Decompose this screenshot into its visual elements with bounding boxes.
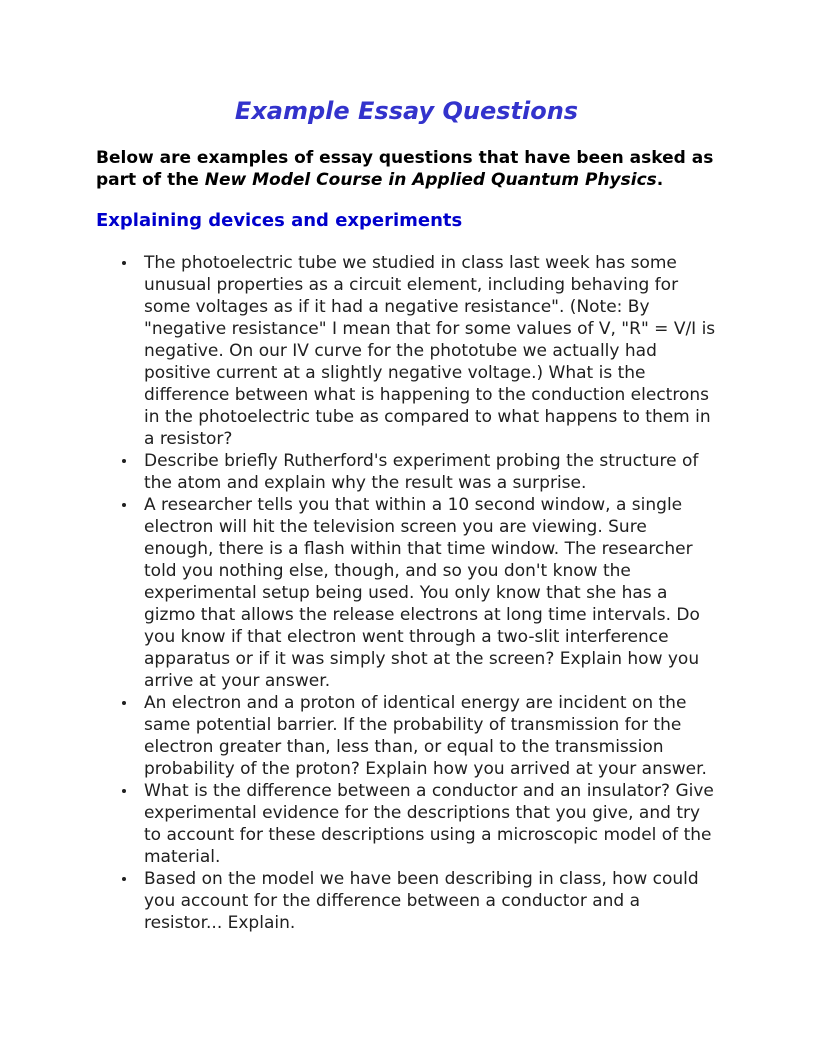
bullet-icon bbox=[122, 701, 126, 705]
question-text: What is the difference between a conductor and an insulator? Give experimental evidence for the descriptions that you give, and try to account for these descriptions using a microscopic model of the material. bbox=[144, 781, 714, 867]
course-name: New Model Course in Applied Quantum Physics bbox=[204, 170, 657, 190]
bullet-icon bbox=[122, 261, 126, 265]
list-item bbox=[122, 450, 717, 494]
question-list bbox=[96, 252, 717, 934]
section-heading: Explaining devices and experiments bbox=[96, 210, 463, 231]
list-item bbox=[122, 494, 717, 692]
list-item bbox=[122, 780, 717, 868]
question-text: Based on the model we have been describing in class, how could you account for the difference between a conductor and a resistor... Explain. bbox=[144, 869, 699, 933]
intro-paragraph bbox=[96, 147, 717, 191]
bullet-icon bbox=[122, 503, 126, 507]
bullet-icon bbox=[122, 789, 126, 793]
question-text: An electron and a proton of identical energy are incident on the same potential barrier. If the probability of transmission for the electron greater than, less than, or equal to the transmission probability of the proton? Explain how you arrived at your answer. bbox=[144, 693, 707, 779]
list-item bbox=[122, 252, 717, 450]
list-item bbox=[122, 868, 717, 934]
bullet-icon bbox=[122, 877, 126, 881]
list-item bbox=[122, 692, 717, 780]
question-text: The photoelectric tube we studied in class last week has some unusual properties as a circuit element, including behaving for some voltages as if it had a negative resistance". (Note: By "negative resistance" I mean that for some values of V, "R" = V/I is negative. On our IV curve for the phototube we actually had positive current at a slightly negative voltage.) What is the difference between what is happening to the conduction electrons in the photoelectric tube as compared to what happens to them in a resistor? bbox=[144, 253, 716, 449]
bullet-icon bbox=[122, 459, 126, 463]
question-text: A researcher tells you that within a 10 second window, a single electron will hit the television screen you are viewing. Sure enough, there is a flash within that time window. The researcher told you nothing else, though, and so you don't know the experimental setup being used. You only know that she has a gizmo that allows the release electrons at long time intervals. Do you know if that electron went through a two-slit interference apparatus or if it was simply shot at the screen? Explain how you arrive at your answer. bbox=[144, 495, 700, 691]
intro-text-after: . bbox=[656, 170, 664, 190]
page-title: Example Essay Questions bbox=[234, 97, 579, 125]
question-text: Describe briefly Rutherford's experiment probing the structure of the atom and explain why the result was a surprise. bbox=[144, 451, 699, 493]
intro-text-before: Below are examples of essay questions that have been asked as part of the bbox=[96, 148, 714, 190]
